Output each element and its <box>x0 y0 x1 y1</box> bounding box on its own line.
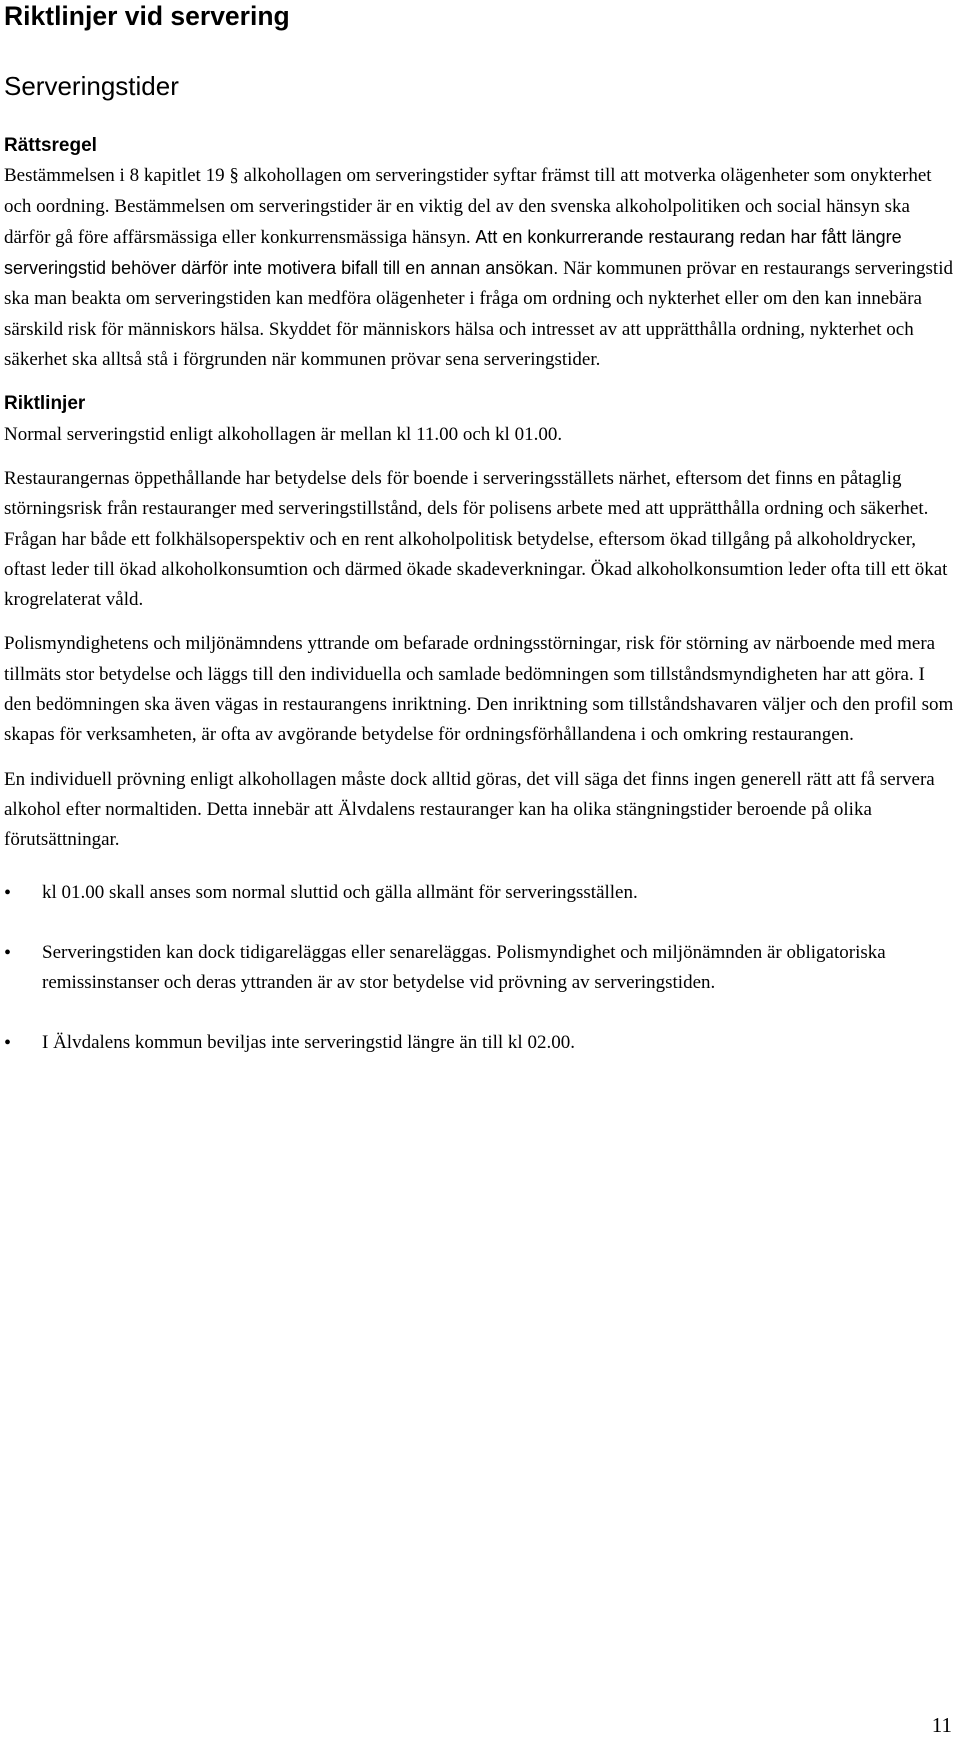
list-item <box>4 938 954 999</box>
list-item <box>4 878 954 908</box>
rattsregel-heading: Rättsregel <box>4 135 97 156</box>
list-item <box>4 1028 954 1058</box>
paragraph-opening-hours: Restaurangernas öppethållande har betydelse dels för boende i serveringsställets närhet, eftersom det finns en påtaglig störningsrisk från restauranger med serveringstillstånd, dels för polisens arbete med att upprätthålla ordning och säkerhet. Frågan har både ett folkhälsoperspektiv och en rent alkoholpolitisk betydelse, eftersom ökad tillgång på alkoholdrycker, oftast leder till ökad alkoholkonsumtion och därmed ökade skadeverkningar. Ökad alkoholkonsumtion leder ofta till ett ökat krogrelaterat våld. <box>4 467 948 611</box>
bullet-text: Serveringstiden kan dock tidigareläggas eller senareläggas. Polismyndighet och miljönämnden är obligatoriska remissinstanser och deras yttranden är av stor betydelse vid prövning av serveringstiden. <box>42 941 886 994</box>
normal-serving-time: Normal serveringstid enligt alkohollagen är mellan kl 11.00 och kl 01.00. <box>4 423 563 445</box>
rattsregel-text-part-3: När kommunen prövar en restaurangs serveringstid ska man beakta om serveringstiden kan medföra olägenheter i fråga om ordning och nykterhet eller om den kan innebära särskild risk för människors hälsa. Skyddet för människors hälsa och intresset av att upprätthålla ordning, nykterhet och säkerhet ska alltså stå i förgrunden när kommunen prövar sena serveringstider. <box>4 258 953 371</box>
bullet-text: kl 01.00 skall anses som normal sluttid och gälla allmänt för serveringsställen. <box>42 881 638 903</box>
paragraph-authority-statements: Polismyndighetens och miljönämndens yttrande om befarade ordningsstörningar, risk för störning av närboende med mera tillmäts stor betydelse och läggs till den individuella och samlade bedömningen som tillståndsmyndigheten har att göra. I den bedömningen ska även vägas in restaurangens inriktning. Den inriktning som tillståndshavaren väljer och den profil som skapas för verksamheten, är ofta av avgörande betydelse för ordningsförhållandena i och omkring restaurangen. <box>4 633 954 746</box>
section-title: Serveringstider <box>4 71 179 101</box>
document-body <box>4 131 954 1089</box>
rattsregel-text-part-1: Bestämmelsen i 8 kapitlet 19 § alkohollagen om serveringstider syftar främst till att motverka olägenheter som onykterhet och oordning. Bestämmelsen om serveringstider är en viktig del av den svenska alkoholpolitiken och social hänsyn ska därför gå före affärsmässiga eller konkurrensmässiga hänsyn. <box>4 165 932 248</box>
bullet-icon: • <box>4 881 12 904</box>
rattsregel-text-part-2: Att en konkurrerande restaurang redan har fått längre serveringstid behöver därför inte motivera bifall till en annan ansökan. <box>4 226 902 279</box>
riktlinjer-heading: Riktlinjer <box>4 393 86 415</box>
bullet-icon: • <box>4 1032 12 1055</box>
guideline-bullet-list <box>4 878 954 1059</box>
document-title: Riktlinjer vid servering <box>4 1 290 31</box>
page-number: 11 <box>931 1713 952 1737</box>
rattsregel-paragraph <box>4 161 954 375</box>
bullet-icon: • <box>4 941 12 964</box>
bullet-text: I Älvdalens kommun beviljas inte serveringstid längre än till kl 02.00. <box>42 1032 575 1054</box>
paragraph-individual-review: En individuell prövning enligt alkohollagen måste dock alltid göras, det vill säga det finns ingen generell rätt att få servera alkohol efter normaltiden. Detta innebär att Älvdalens restauranger kan ha olika stängningstider beroende på olika förutsättningar. <box>4 768 935 851</box>
